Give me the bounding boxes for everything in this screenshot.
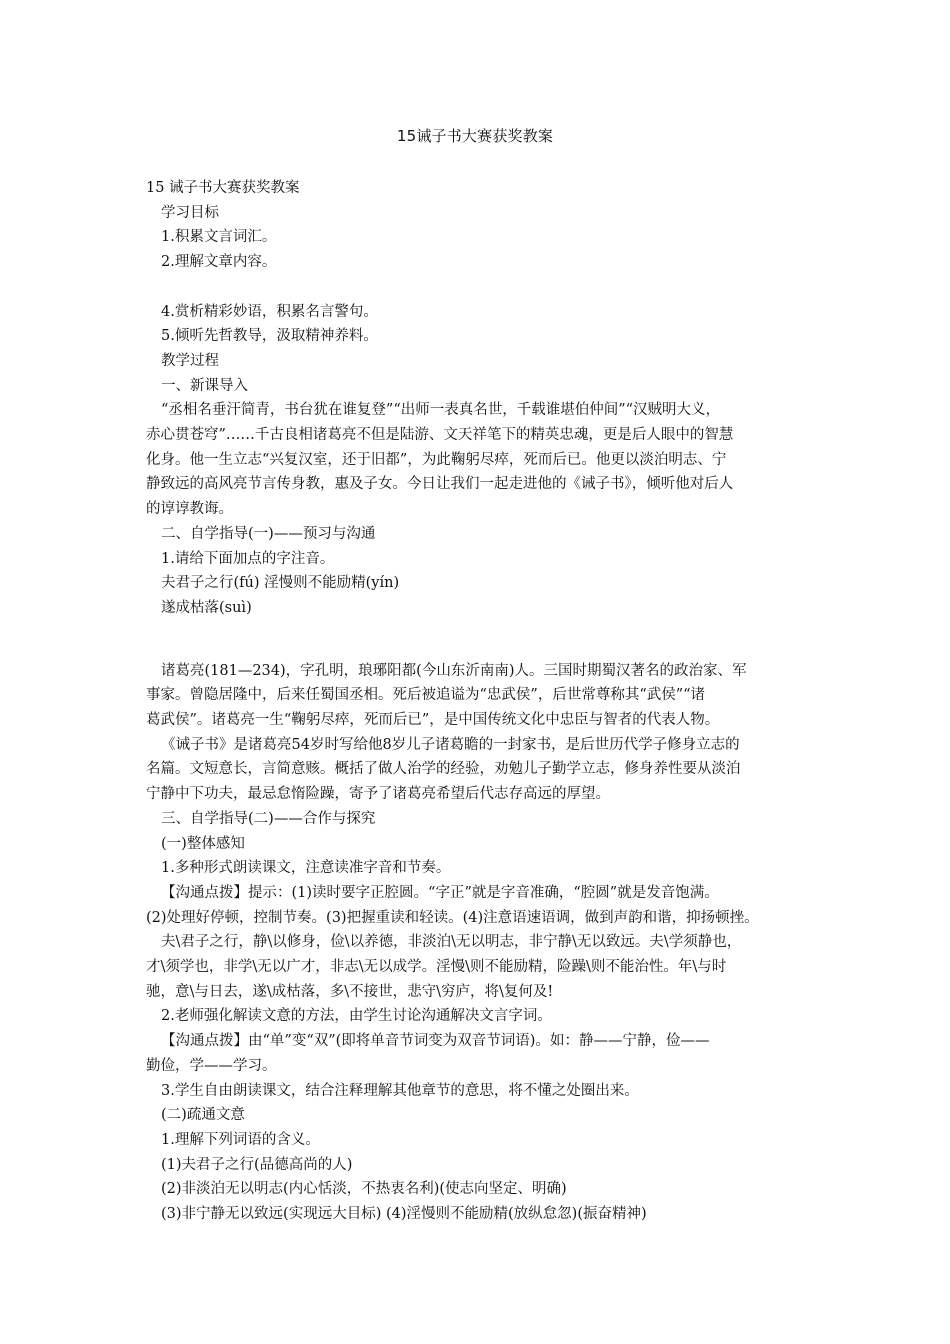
text-line: 4.赏析精彩妙语，积累名言警句。	[161, 303, 378, 320]
text-line: 驰，意\与日去，遂\成枯落，多\不接世，悲守\穷庐，将\复何及!	[146, 983, 554, 1000]
text-line: 三、自学指导(二)——合作与探究	[161, 810, 376, 827]
text-line: 事家。曾隐居隆中，后来任蜀国丞相。死后被追谥为“忠武侯”，后世常尊称其“武侯”“诸	[146, 687, 706, 704]
text-line: 夫\君子之行，静\以修身，俭\以养德，非淡泊\无以明志，非宁静\无以致远。夫\学须静也，	[161, 934, 742, 951]
text-line: 夫君子之行(fú) 淫慢则不能励精(yín)	[161, 575, 400, 592]
text-line: 【沟通点拨】提示：(1)读时要字正腔圆。“字正”就是字音准确，“腔圆”就是发音饱满。	[161, 884, 719, 901]
text-line: (3)非宁静无以致远(实现远大目标) (4)淫慢则不能励精(放纵怠忽)(振奋精神)	[161, 1206, 647, 1223]
text-line: 5.倾听先哲教导，汲取精神养料。	[161, 328, 378, 345]
text-line: 1.积累文言词汇。	[161, 229, 277, 246]
text-line: 学习目标	[161, 204, 219, 221]
text-line: “丞相名垂汗简青，书台犹在谁复登”“出师一表真名世，千载谁堪伯仲间”“汉贼明大义，	[161, 402, 721, 419]
document-body	[146, 176, 826, 1227]
text-line: 静致远的高风亮节言传身教，惠及子女。今日让我们一起走进他的《诫子书》，倾听他对后人	[146, 476, 734, 493]
text-line: 遂成枯落(suì)	[161, 599, 252, 616]
text-line: 1.理解下列词语的含义。	[161, 1132, 320, 1148]
text-line: 才\须学也，非学\无以广才，非志\无以成学。淫慢\则不能励精，险躁\则不能治性。年\与时	[146, 959, 727, 976]
document-title: 15诫子书大赛获奖教案	[396, 127, 554, 145]
text-line: 15 诫子书大赛获奖教案	[146, 180, 300, 196]
text-line: 勤俭，学——学习。	[146, 1057, 277, 1074]
blank-line	[146, 275, 826, 300]
text-line: 2.老师强化解读文意的方法，由学生讨论沟通解决文言字词。	[161, 1008, 552, 1025]
text-line: 《诫子书》是诸葛亮54岁时写给他8岁儿子诸葛瞻的一封家书，是后世历代学子修身立志的	[161, 736, 740, 753]
text-line: 化身。他一生立志“兴复汉室，还于旧都”，为此鞠躬尽瘁，死而后已。他更以淡泊明志、宁	[146, 451, 727, 468]
text-line: 葛武侯”。诸葛亮一生“鞠躬尽瘁，死而后已”，是中国传统文化中忠臣与智者的代表人物。	[146, 712, 720, 729]
text-line: 的谆谆教诲。	[146, 501, 233, 518]
text-line: 宁静中下功夫，最忌怠惰险躁，寄予了诸葛亮希望后代志存高远的厚望。	[146, 786, 610, 803]
text-line: (二)疏通文意	[161, 1107, 245, 1124]
text-line: 赤心贯苍穹”……千古良相诸葛亮不但是陆游、文天祥笔下的精英忠魂，更是后人眼中的智慧	[146, 427, 734, 444]
text-line: 3.学生自由朗读课文，结合注释理解其他章节的意思，将不懂之处圈出来。	[161, 1082, 639, 1099]
text-line: 1.请给下面加点的字注音。	[161, 550, 335, 567]
text-line: 诸葛亮(181—234)，字孔明，琅琊阳都(今山东沂南南)人。三国时期蜀汉著名的政治家、军	[161, 662, 747, 679]
text-line: 2.理解文章内容。	[161, 254, 277, 271]
text-line: 【沟通点拨】由“单”变“双”(即将单音节词变为双音节词语)。如：静——宁静，俭——	[161, 1033, 710, 1050]
text-line: (2)非淡泊无以明志(内心恬淡，不热衷名利)(使志向坚定、明确)	[161, 1181, 567, 1198]
text-line: (2)处理好停顿，控制节奏。(3)把握重读和轻读。(4)注意语速语调，做到声韵和谐，抑扬顿挫。	[146, 909, 759, 926]
text-line: 教学过程	[161, 352, 219, 369]
text-line: (1)夫君子之行(品德高尚的人)	[161, 1156, 353, 1173]
text-line: (一)整体感知	[161, 835, 245, 852]
text-line: 一、新课导入	[161, 377, 248, 394]
blank-line	[146, 621, 826, 659]
text-line: 名篇。文短意长，言简意赅。概括了做人治学的经验，劝勉儿子勤学立志，修身养性要从淡泊	[146, 761, 741, 778]
text-line: 1.多种形式朗读课文，注意读准字音和节奏。	[161, 860, 451, 877]
text-line: 二、自学指导(一)——预习与沟通	[161, 525, 376, 542]
